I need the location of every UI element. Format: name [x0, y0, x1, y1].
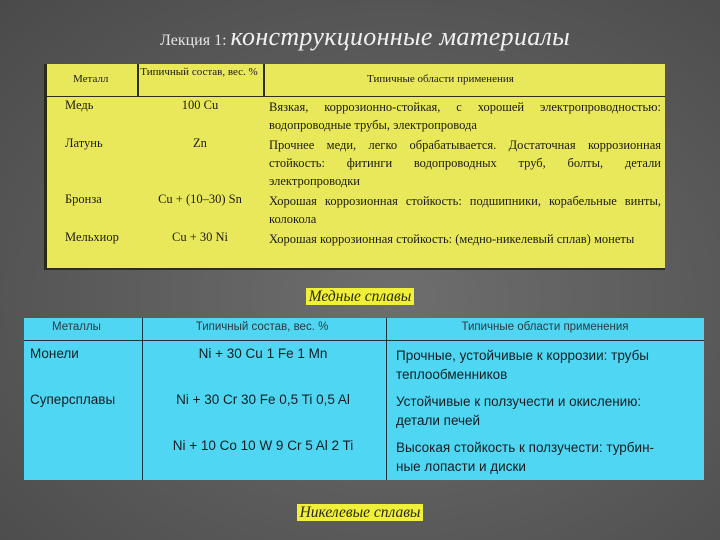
composition: Zn [193, 136, 207, 150]
copper-caption [0, 288, 720, 306]
composition: Ni + 30 Cu 1 Fe 1 Mn [198, 346, 328, 361]
metal-name: Бронза [65, 192, 102, 206]
composition: Ni + 10 Co 10 W 9 Cr 5 Al 2 Ti [172, 438, 354, 453]
application [396, 438, 704, 476]
header-metal: Металл [73, 73, 109, 85]
nickel-table-header [24, 318, 704, 341]
application: Вязкая, коррозионно-стойкая, с хорошей электропроводностью: водопроводные трубы, электропровода [269, 100, 661, 132]
composition: 100 Cu [181, 98, 219, 112]
application-line: теплообменников [396, 367, 508, 382]
application-line: детали печей [396, 413, 481, 428]
nickel-alloys-table [24, 318, 704, 480]
nickel-caption [0, 504, 720, 522]
application [396, 392, 704, 430]
application: Прочнее меди, легко обрабатывается. Достаточная коррозионная стойкость: фитинги водопроводных труб, болты, детали электропроводки [269, 138, 661, 188]
header-composition: Типичный состав, вес. % [140, 66, 258, 78]
nickel-caption-text: Никелевые сплавы [297, 504, 424, 521]
metal-name: Монели [30, 346, 79, 361]
copper-caption-text: Медные сплавы [306, 288, 415, 305]
metal-name: Суперсплавы [30, 392, 116, 407]
composition: Cu + (10–30) Sn [158, 192, 242, 206]
metal-name: Медь [65, 98, 94, 112]
header-applications: Типичные области применения [367, 73, 514, 85]
column-divider [137, 64, 139, 96]
application-line: Высокая стойкость к ползучести: турбин- [396, 440, 655, 455]
application-line: ные лопасти и диски [396, 459, 526, 474]
application: Хорошая коррозионная стойкость: подшипники, корабельные винты, колокола [269, 194, 661, 226]
metal-name: Мельхиор [65, 230, 119, 244]
copper-table-header [47, 64, 665, 97]
table-bottom-rule [47, 268, 665, 270]
composition: Cu + 30 Ni [171, 230, 228, 244]
lecture-topic: конструкционные материалы [230, 22, 571, 51]
application-line: Прочные, устойчивые к коррозии: трубы [396, 348, 650, 363]
header-metals: Металлы [52, 321, 101, 333]
copper-alloys-table [44, 64, 665, 270]
column-divider [263, 64, 265, 96]
composition: Ni + 30 Cr 30 Fe 0,5 Ti 0,5 Al [176, 392, 350, 407]
application-line: Устойчивые к ползучести и окислению: [396, 394, 642, 409]
lecture-label: Лекция 1: [160, 32, 227, 49]
slide-title [160, 22, 570, 56]
header-composition: Типичный состав, вес. % [195, 321, 329, 333]
metal-name: Латунь [65, 136, 103, 150]
header-applications: Типичные области применения [461, 321, 629, 333]
application: Хорошая коррозионная стойкость: (медно-никелевый сплав) монеты [269, 232, 635, 246]
column-divider [386, 318, 387, 480]
application [396, 346, 704, 384]
